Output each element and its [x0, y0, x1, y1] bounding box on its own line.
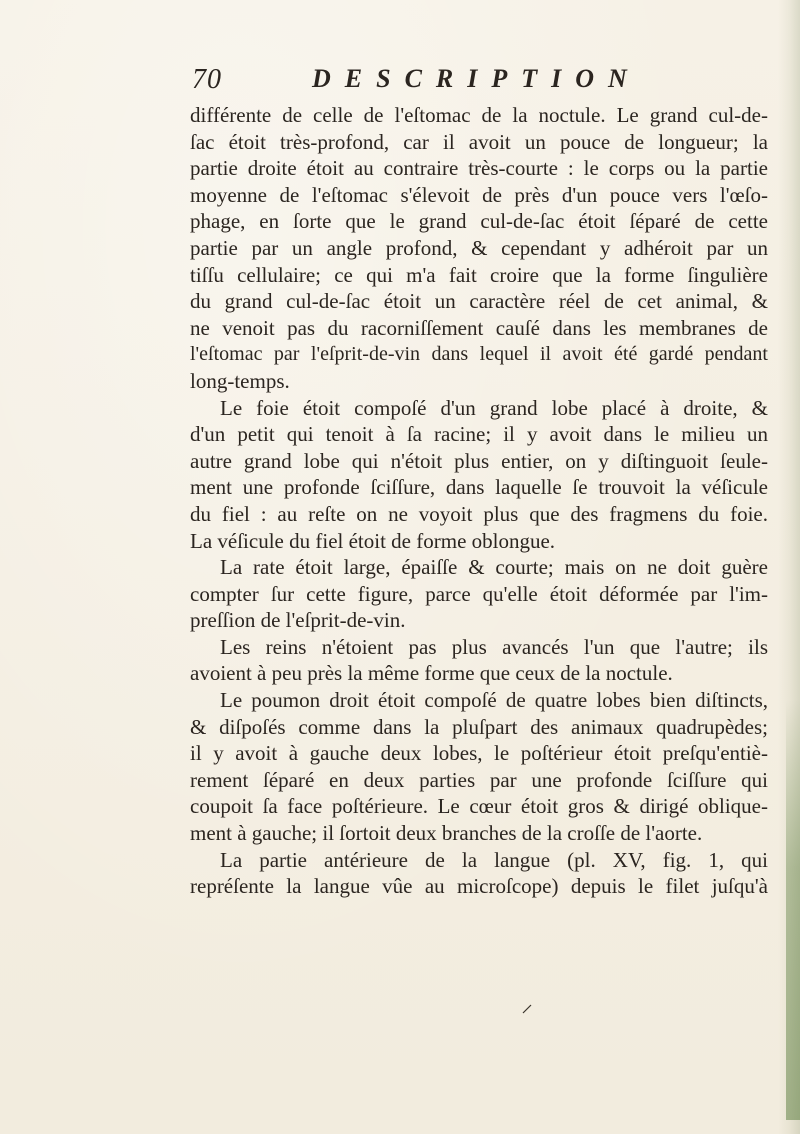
paragraph-start-line: La rate étoit large, épaiſſe & courte; mais on ne doit guère [220, 555, 768, 580]
text-line: ne venoit pas du racorniſſement cauſé dans les membranes de [190, 315, 768, 340]
text-line: long-temps. [190, 368, 290, 393]
text-line: différente de celle de l'eſtomac de la noctule. Le grand cul-de- [190, 103, 768, 127]
text-line: ment à gauche; il ſortoit deux branches de la croſſe de l'aorte. [190, 821, 703, 846]
text-line: repréſente la langue vûe au microſcope) depuis le filet juſqu'à [190, 874, 768, 899]
text-line: & diſpoſés comme dans la pluſpart des animaux quadrupèdes; [190, 714, 768, 739]
running-head: DESCRIPTION [312, 64, 641, 93]
paragraph-start-line: Les reins n'étoient pas plus avancés l'un que l'autre; ils [220, 634, 768, 659]
text-line: tiſſu cellulaire; ce qui m'a fait croire que la forme ſingulière [190, 262, 768, 287]
text-line: preſſion de l'eſprit-de-vin. [190, 608, 406, 633]
page-number: 70 [192, 64, 222, 95]
paragraph-start-line: La partie antérieure de la langue (pl. XV, fig. 1, qui [220, 847, 768, 872]
paragraph-start-line: Le foie étoit compoſé d'un grand lobe placé à droite, & [220, 395, 768, 420]
page-header [192, 64, 752, 100]
body-text [190, 102, 768, 900]
text-line: il y avoit à gauche deux lobes, le poſtérieur étoit preſqu'entiè- [190, 741, 768, 766]
paragraph-start-line: Le poumon droit étoit compoſé de quatre lobes bien diſtincts, [220, 688, 768, 713]
text-line: ſac étoit très-profond, car il avoit un pouce de longueur; la [190, 129, 768, 154]
text-line: partie par un angle profond, & cependant y adhéroit par un [190, 235, 768, 260]
text-line: compter ſur cette figure, parce qu'elle étoit déformée par l'im- [190, 581, 768, 606]
text-line: du grand cul-de-ſac étoit un caractère réel de cet animal, & [190, 289, 768, 314]
text-line: coupoit ſa face poſtérieure. Le cœur étoit gros & dirigé oblique- [190, 794, 768, 819]
text-line: ment une profonde ſciſſure, dans laquelle ſe trouvoit la véſicule [190, 475, 768, 500]
text-line: l'eſtomac par l'eſprit-de-vin dans lequel il avoit été gardé pendant [190, 343, 768, 366]
page-edge-stain [786, 700, 800, 1120]
ink-mark [522, 1004, 532, 1014]
text-line: La véſicule du fiel étoit de forme oblongue. [190, 528, 556, 553]
text-line: avoient à peu près la même forme que ceux de la noctule. [190, 661, 673, 686]
text-line: d'un petit qui tenoit à ſa racine; il y avoit dans le milieu un [190, 422, 768, 447]
text-line: du fiel : au reſte on ne voyoit plus que des fragmens du foie. [190, 501, 768, 526]
text-line: moyenne de l'eſtomac s'élevoit de près d'un pouce vers l'œſo- [190, 182, 768, 207]
text-line: phage, en ſorte que le grand cul-de-ſac étoit ſéparé de cette [190, 209, 768, 234]
text-line: partie droite étoit au contraire très-courte : le corps ou la partie [190, 156, 768, 181]
text-line: autre grand lobe qui n'étoit plus entier, on y diſtinguoit ſeule- [190, 448, 768, 473]
text-line: rement ſéparé en deux parties par une profonde ſciſſure qui [190, 767, 768, 792]
